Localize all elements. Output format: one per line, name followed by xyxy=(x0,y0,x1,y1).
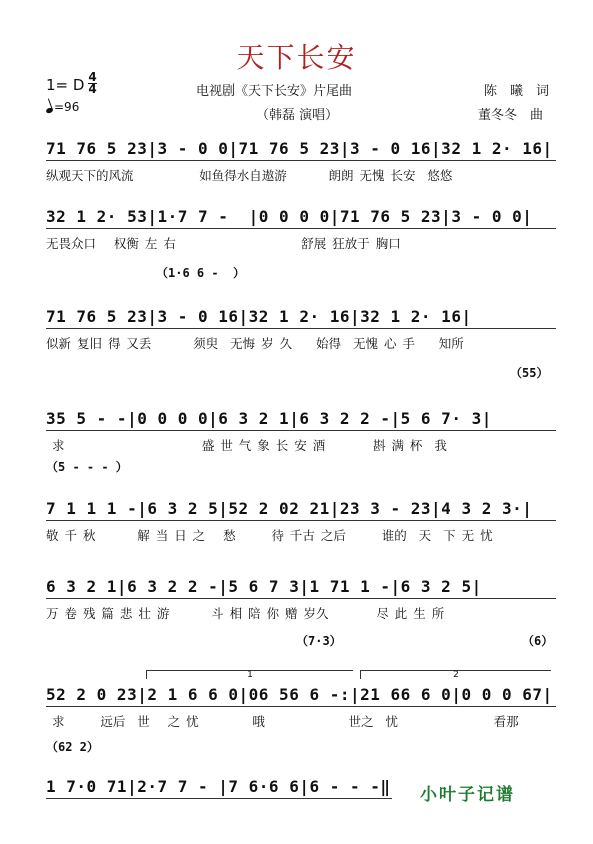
performer: （韩磊 演唱） xyxy=(256,108,339,123)
alt-notes-6: （62 2） xyxy=(46,740,99,754)
lyrics-row-6: 万 卷 残 篇 悲 壮 游 斗 相 陪 你 赠 岁久 尽 此 生 所 xyxy=(46,606,445,621)
lyrics-row-5: 敬 千 秋 解 当 日 之 愁 待 千古 之后 谁的 天 下 无 忧 xyxy=(46,528,493,543)
notes-row-4: 35 5 - -|0 0 0 0|6 3 2 1|6 3 2 2 -|5 6 7· 3| xyxy=(46,408,556,431)
alt-notes-4: （7·3） xyxy=(296,634,342,648)
score-row-7 xyxy=(46,684,556,731)
tempo-value: =96 xyxy=(54,100,80,114)
score-row-8 xyxy=(46,776,392,799)
score-row-4 xyxy=(46,408,556,455)
lyricist-credit: 陈 曦 词 xyxy=(484,84,550,99)
notes-row-7: 52 2 0 23|2 1 6 6 0|06 56 6 -:|21 66 6 0|0 0 0 67| xyxy=(46,684,556,707)
time-bottom: 4 xyxy=(88,82,97,96)
score-row-3 xyxy=(46,306,556,353)
notes-row-3: 71 76 5 23|3 - 0 16|32 1 2· 16|32 1 2· 16| xyxy=(46,306,556,329)
key-signature: 1= D xyxy=(46,76,85,94)
composer-credit: 董冬冬 曲 xyxy=(478,108,544,123)
score-row-1 xyxy=(46,138,556,185)
alt-notes-2: （55） xyxy=(510,366,549,380)
notes-row-1: 71 76 5 23|3 - 0 0|71 76 5 23|3 - 0 16|32 1 2· 16| xyxy=(46,138,556,161)
lyrics-row-2: 无畏众口 权衡 左 右 舒展 狂放于 胸口 xyxy=(46,236,401,251)
notes-row-6: 6 3 2 1|6 3 2 2 -|5 6 7 3|1 71 1 -|6 3 2 5| xyxy=(46,576,556,599)
score-row-5 xyxy=(46,498,556,545)
lyrics-row-3: 似新 复旧 得 又丢 须臾 无悔 岁 久 始得 无愧 心 手 知所 xyxy=(46,336,464,351)
lyrics-row-4: 求 盛 世 气 象 长 安 酒 斟 满 杯 我 xyxy=(46,438,447,453)
time-signature xyxy=(88,72,97,95)
lyrics-row-7: 求 远后 世 之 忧 哦 世之 忧 看那 xyxy=(46,714,519,729)
notes-row-5: 7 1 1 1 -|6 3 2 5|52 2 02 21|23 3 - 23|4 3 2 3·| xyxy=(46,498,556,521)
notes-row-2: 32 1 2· 53|1·7 7 - |0 0 0 0|71 76 5 23|3 - 0 0| xyxy=(46,206,556,229)
page-title: 天下长安 xyxy=(236,41,357,74)
transcriber-watermark: 小叶子记谱 xyxy=(420,785,515,805)
song-subtitle: 电视剧《天下长安》片尾曲 xyxy=(196,84,353,99)
score-row-6 xyxy=(46,576,556,623)
notes-row-8: 1 7·0 71|2·7 7 - |7 6·6 6|6 - - -‖ xyxy=(46,776,392,799)
quarter-note-icon xyxy=(45,107,53,114)
volta-bracket-1: 1 xyxy=(146,670,353,679)
alt-notes-5: （6） xyxy=(522,634,554,648)
score-row-2 xyxy=(46,206,556,253)
alt-notes-3: （5 - - - ） xyxy=(46,460,128,474)
volta-bracket-2: 2 xyxy=(360,670,551,679)
alt-notes-1: （1·6 6 - ） xyxy=(156,266,246,280)
lyrics-row-1: 纵观天下的风流 如鱼得水自遨游 朗朗 无愧 长安 悠悠 xyxy=(46,168,453,183)
tempo-marking xyxy=(46,100,79,114)
time-top: 4 xyxy=(88,70,97,84)
